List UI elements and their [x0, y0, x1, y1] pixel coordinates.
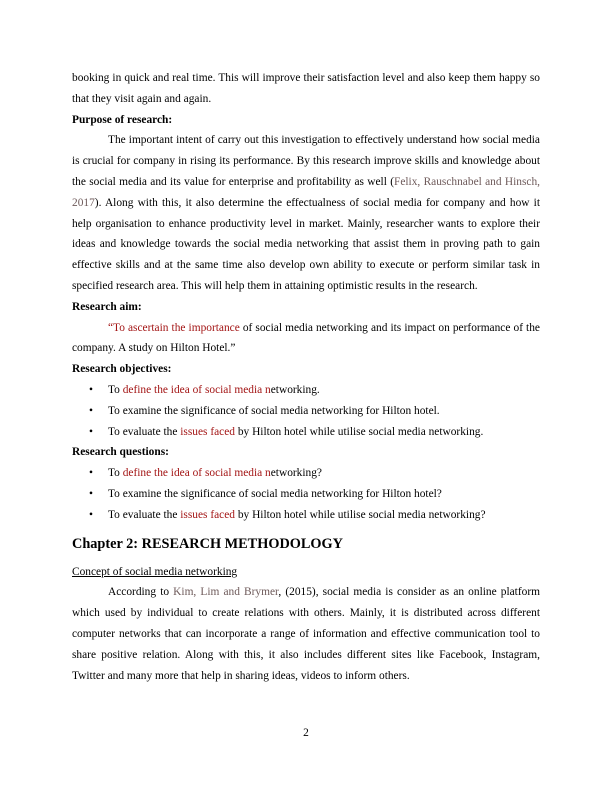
objective-3-pre: To evaluate the: [108, 425, 181, 438]
bullet-icon: •: [89, 425, 93, 438]
purpose-text-a: The important intent of carry out this investigation to effectively understand how social media is crucial for company in rising its performance. By this research improve skills and knowledge about the social media and its value for enterprise and profitability as well (: [72, 134, 540, 188]
objective-item: [72, 380, 540, 401]
objective-item: [72, 422, 540, 443]
aim-paragraph: [72, 318, 540, 360]
concept-text-a: According to: [108, 586, 174, 599]
purpose-text-b: ). Along with this, it also determine the effectualness of social media for company and how it help organisation to enhance productivity level in market. Mainly, researcher wants to explore their ideas and knowledge towards the social media networking that assist them in proving path to gain effective skills and at the same time also develop own ability to execute or perform similar task in specified research area. This will help them in attaining optimistic results in the research.: [72, 196, 540, 292]
page-number: 2: [303, 727, 309, 739]
objective-item: [72, 401, 540, 422]
question-3-highlight: issues faced: [180, 508, 235, 521]
concept-heading: Concept of social media networking: [72, 565, 238, 578]
objective-1-highlight: define the idea of social media n: [122, 383, 271, 396]
intro-paragraph: booking in quick and real time. This will improve their satisfaction level and also keep them happy so that they visit again and again.: [72, 72, 540, 105]
question-1-highlight: define the idea of social media n: [122, 467, 271, 480]
objectives-list: [72, 380, 540, 442]
chapter-title: Chapter 2: RESEARCH METHODOLOGY: [72, 535, 343, 552]
questions-heading: Research questions:: [72, 446, 169, 459]
document-page: [72, 68, 540, 686]
question-item: [72, 463, 540, 484]
questions-list: [72, 463, 540, 525]
question-1-post: etworking?: [270, 467, 322, 480]
question-3-pre: To evaluate the: [108, 508, 181, 521]
bullet-icon: •: [89, 487, 93, 500]
objective-3-highlight: issues faced: [180, 425, 235, 438]
concept-citation: Kim, Lim and Brymer: [173, 586, 279, 599]
question-1-pre: To: [108, 467, 123, 480]
bullet-icon: •: [89, 383, 93, 396]
question-2-text: To examine the significance of social media networking for Hilton hotel?: [108, 487, 442, 500]
bullet-icon: •: [89, 467, 93, 480]
concept-text-b: , (2015), social media is consider as an online platform which used by individual to create relations with others. Mainly, it is distributed across different computer networks that can incorporate a range of information and effective communication tool to share positive relation. Along with this, it also includes different sites like Facebook, Instagram, Twitter and many more that help in sharing ideas, videos to inform others.: [72, 586, 540, 682]
aim-heading: Research aim:: [72, 300, 142, 313]
aim-highlight: “To ascertain the importance: [108, 321, 240, 334]
question-item: [72, 484, 540, 505]
purpose-paragraph: [72, 130, 540, 296]
question-item: [72, 505, 540, 526]
objective-1-post: etworking.: [270, 383, 320, 396]
objectives-heading: Research objectives:: [72, 363, 172, 376]
objective-1-pre: To: [108, 383, 123, 396]
bullet-icon: •: [89, 404, 93, 417]
bullet-icon: •: [89, 508, 93, 521]
purpose-heading: Purpose of research:: [72, 113, 173, 126]
objective-3-post: by Hilton hotel while utilise social media networking.: [234, 425, 484, 438]
aim-text: of social media networking and its impact on performance of the company. A study on Hilton Hotel.”: [72, 321, 540, 355]
purpose-citation: Felix, Rauschnabel and Hinsch, 2017: [72, 175, 540, 209]
question-3-post: by Hilton hotel while utilise social media networking?: [234, 508, 486, 521]
objective-2-text: To examine the significance of social media networking for Hilton hotel.: [108, 404, 440, 417]
concept-paragraph: [72, 582, 540, 686]
